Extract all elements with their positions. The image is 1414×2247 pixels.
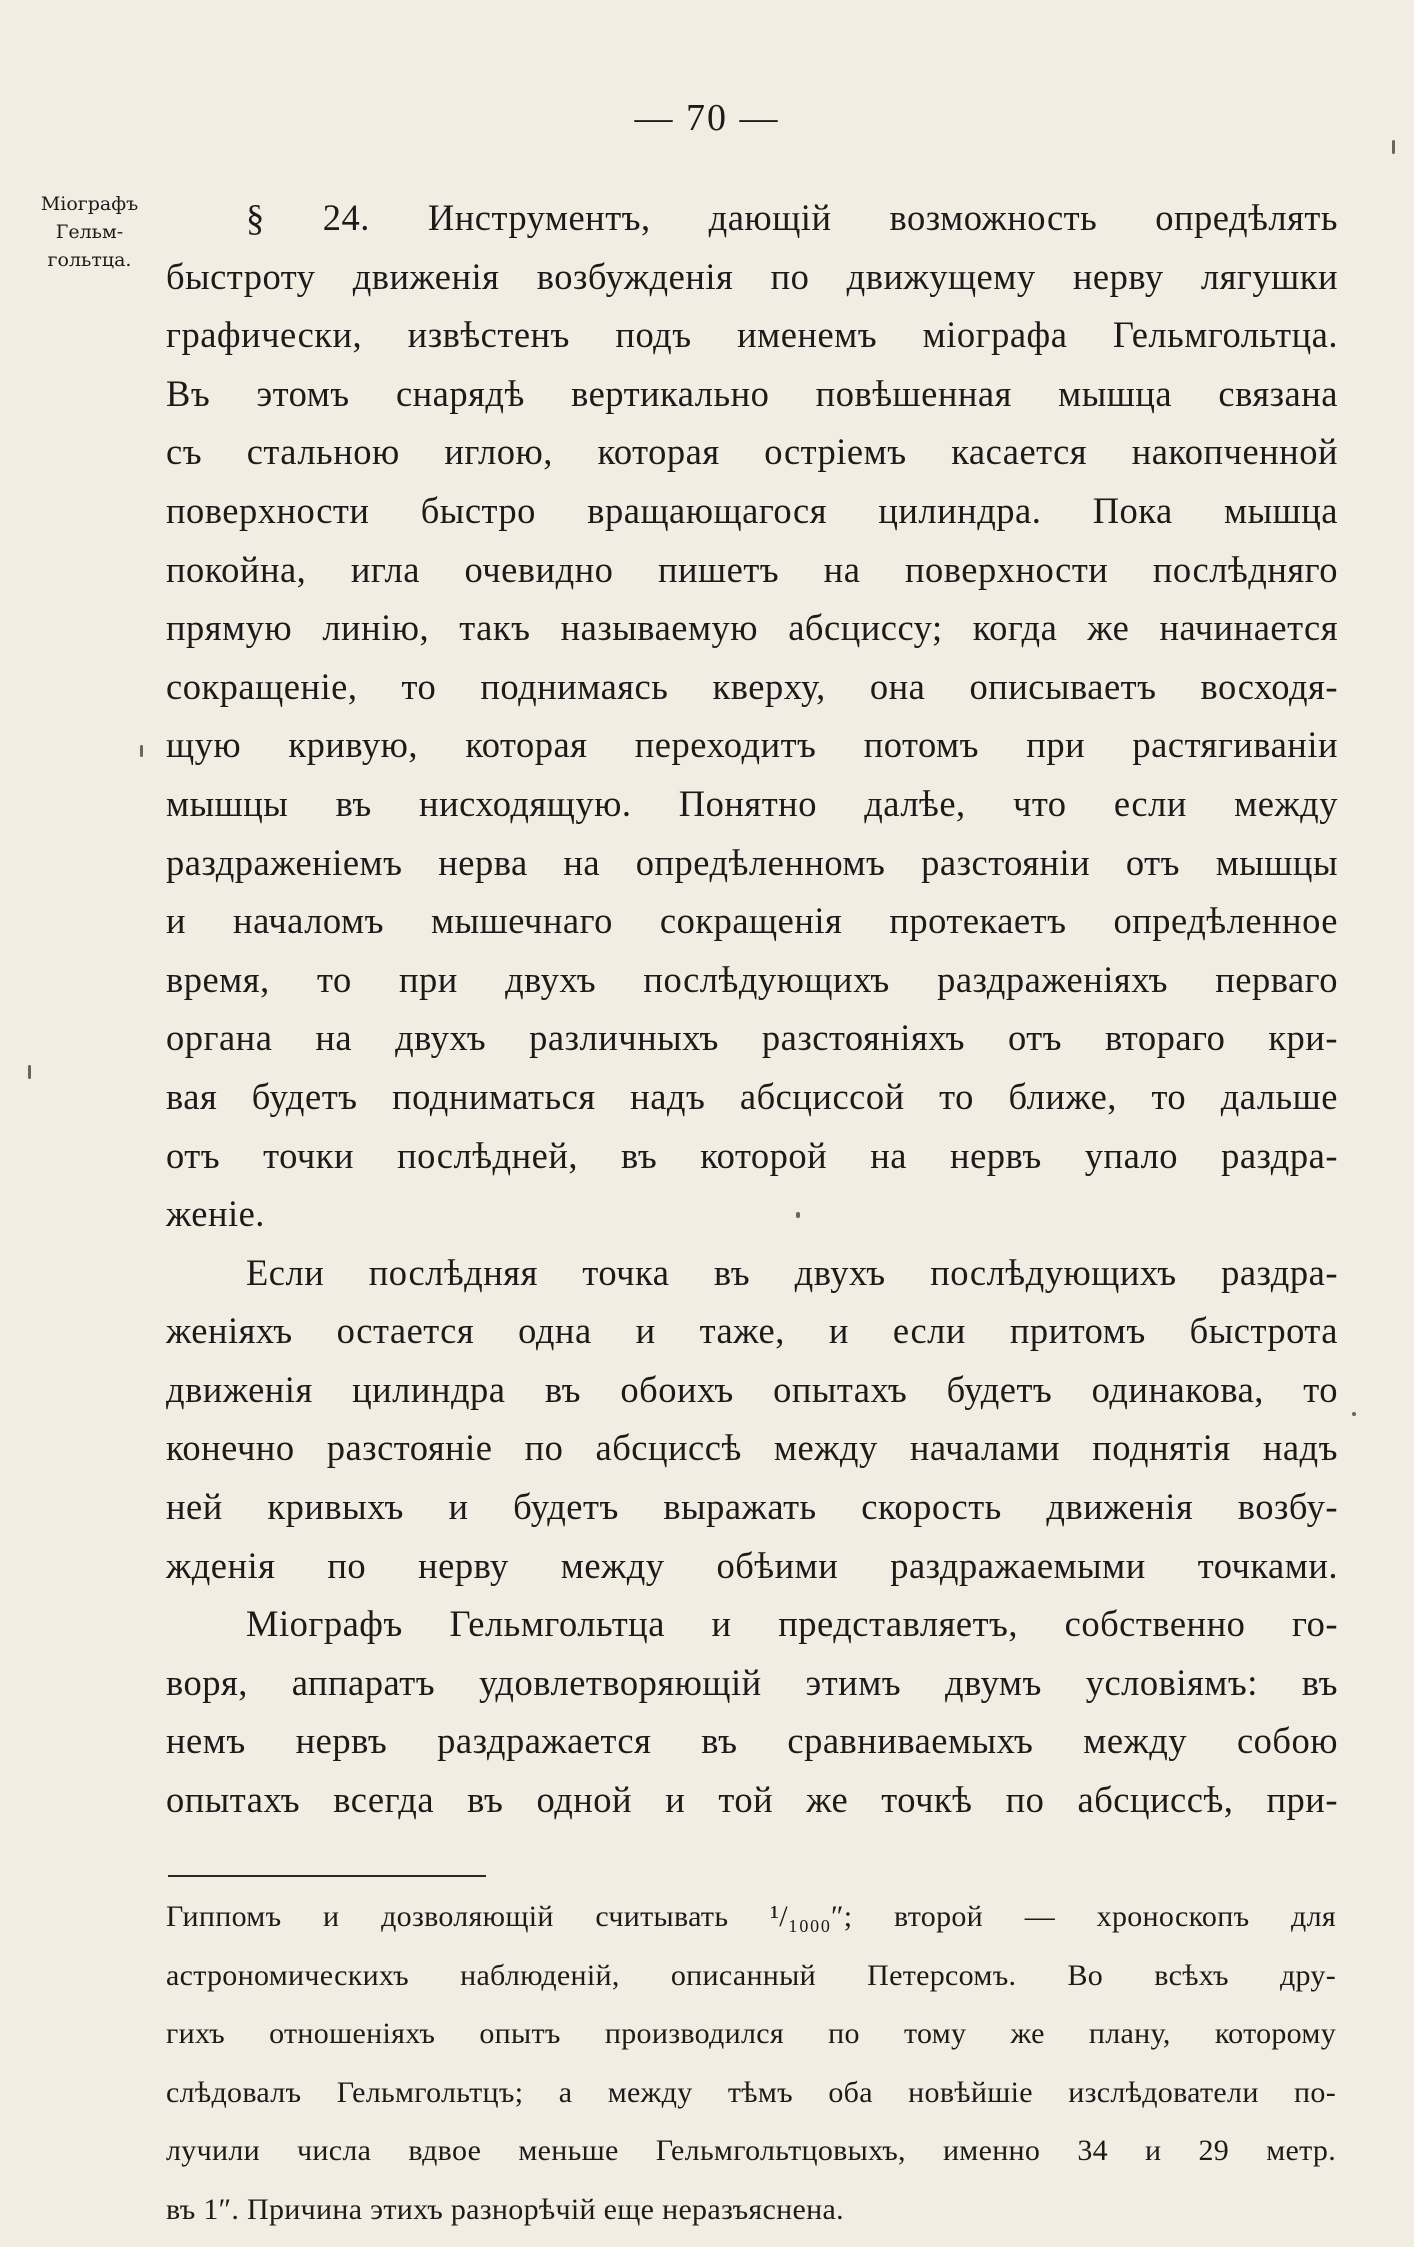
- footnote: [166, 1895, 1336, 2247]
- footnote-line: въ 1″. Причина этихъ разнорѣчій еще неразъяснена.: [166, 2192, 844, 2226]
- paragraph-line: раздраженіемъ нерва на опредѣленномъ разстояніи отъ мышцы: [166, 841, 1338, 883]
- paragraph-line: немъ нервъ раздражается въ сравниваемыхъ между собою: [166, 1720, 1338, 1762]
- footnote-line: Гиппомъ и дозволяющій считывать ¹/₁₀₀₀″; второй — хроноскопъ для: [166, 1900, 1336, 1933]
- paragraph-line: женіе.: [166, 1193, 265, 1235]
- scan-speck: [1352, 1412, 1356, 1416]
- paragraph-line: жденія по нерву между обѣими раздражаемыми точками.: [166, 1544, 1338, 1586]
- paragraph-line: женіяхъ остается одна и таже, и если притомъ быстрота: [166, 1310, 1338, 1352]
- paragraph-line: органа на двухъ различныхъ разстояніяхъ отъ втораго кри-: [166, 1017, 1338, 1059]
- paragraph-line: вая будетъ подниматься надъ абсциссой то ближе, то дальше: [166, 1075, 1338, 1117]
- paragraph-line: щую кривую, которая переходитъ потомъ при растягиваніи: [166, 724, 1338, 766]
- paragraph-line: ней кривыхъ и будетъ выражать скорость движенія возбу-: [166, 1486, 1338, 1528]
- footnote-line: гихъ отношеніяхъ опытъ производился по тому же плану, которому: [166, 2017, 1336, 2051]
- margin-note-line: Гельм-: [55, 221, 124, 243]
- paragraph-line: сокращеніе, то поднимаясь кверху, она описываетъ восходя-: [166, 665, 1338, 707]
- paragraph-line: Міографъ Гельмгольтца и представляетъ, собственно го-: [246, 1603, 1338, 1645]
- paragraph-line: Въ этомъ снарядѣ вертикально повѣшенная мышца связана: [166, 372, 1338, 414]
- paragraph-line: мышцы въ нисходящую. Понятно далѣе, что если между: [166, 782, 1338, 824]
- paragraph-line: опытахъ всегда въ одной и той же точкѣ по абсциссѣ, при-: [166, 1779, 1338, 1821]
- footnote-line: астрономическихъ наблюденій, описанный Петерсомъ. Во всѣхъ дру-: [166, 1958, 1336, 1992]
- page-number: — 70 —: [634, 97, 780, 139]
- paragraph-line: графически, извѣстенъ подъ именемъ міографа Гельмгольтца.: [166, 314, 1338, 356]
- paragraph-line: конечно разстояніе по абсциссѣ между началами поднятія надъ: [166, 1427, 1338, 1469]
- paragraph-line: прямую линію, такъ называемую абсциссу; когда же начинается: [166, 607, 1338, 649]
- paragraph-line: быстроту движенія возбужденія по движущему нерву лягушки: [166, 255, 1338, 297]
- margin-note-line: гольтца.: [47, 249, 132, 271]
- paragraph-line: движенія цилиндра въ обоихъ опытахъ будетъ одинакова, то: [166, 1368, 1338, 1410]
- paragraph-line: время, то при двухъ послѣдующихъ раздраженіяхъ перваго: [166, 958, 1338, 1000]
- scan-speck: [140, 745, 143, 757]
- paragraph-line: Если послѣдняя точка въ двухъ послѣдующихъ раздра-: [246, 1251, 1338, 1293]
- margin-note: [22, 190, 157, 274]
- body-text: [166, 189, 1338, 1830]
- margin-note-line: Міографъ: [40, 193, 139, 215]
- paragraph-line: отъ точки послѣдней, въ которой на нервъ упало раздра-: [166, 1134, 1338, 1176]
- paragraph-line: воря, аппаратъ удовлетворяющій этимъ двумъ условіямъ: въ: [166, 1661, 1338, 1703]
- paragraph-line: покойна, игла очевидно пишетъ на поверхности послѣдняго: [166, 548, 1338, 590]
- footnote-rule: [168, 1875, 486, 1877]
- footnote-line: лучили числа вдвое меньше Гельмгольтцовыхъ, именно 34 и 29 метр.: [166, 2134, 1336, 2168]
- paragraph-line: съ стальною иглою, которая остріемъ касается накопченной: [166, 431, 1338, 473]
- scan-speck: [796, 1212, 800, 1218]
- scan-speck: [28, 1065, 31, 1079]
- scan-speck: [1392, 140, 1395, 154]
- paragraph-line: § 24. Инструментъ, дающій возможность опредѣлять: [246, 197, 1338, 238]
- paragraph-line: и началомъ мышечнаго сокращенія протекаетъ опредѣленное: [166, 900, 1338, 942]
- footnote-line: слѣдовалъ Гельмгольтцъ; а между тѣмъ оба новѣйшіе изслѣдователи по-: [166, 2075, 1336, 2109]
- paragraph-line: поверхности быстро вращающагося цилиндра. Пока мышца: [166, 489, 1338, 531]
